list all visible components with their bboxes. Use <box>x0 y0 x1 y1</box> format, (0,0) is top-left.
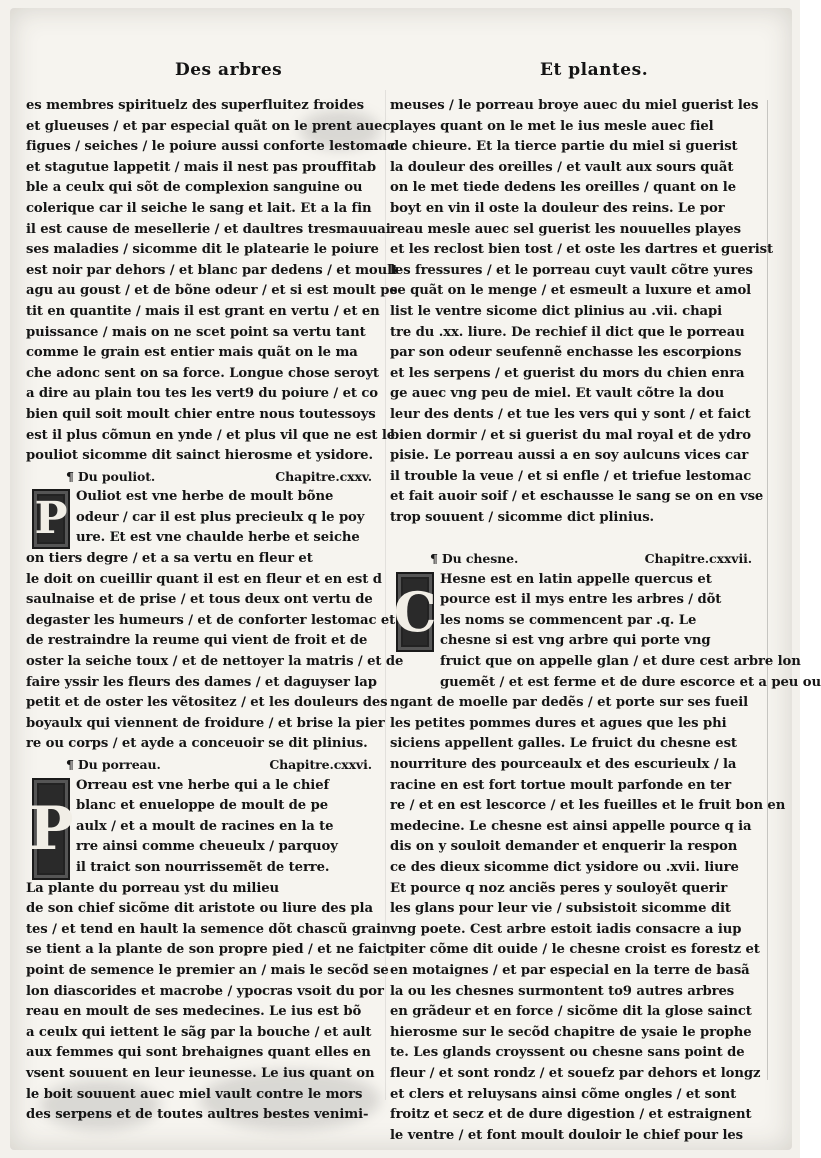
text-line: playes quant on le met le ius mesle auec fiel <box>390 118 714 134</box>
text-line: se tient a la plante de son propre pied / et ne faict <box>26 942 392 958</box>
text-line: te. Les glands croyssent ou chesne sans point de <box>390 1045 745 1061</box>
text-line: medecine. Le chesne est ainsi appelle pource q ia <box>390 818 752 834</box>
text-line: les noms se commencent par .q. Le <box>440 612 697 628</box>
text-line: on tiers degre / et a sa vertu en fleur et <box>26 551 313 567</box>
text-line: ses maladies / sicomme dit le platearie le poiure <box>26 242 379 258</box>
text-line: et les reclost bien tost / et oste les dartres et guerist <box>390 242 773 258</box>
text-line: ge auec vng peu de miel. Et vault cõtre la dou <box>390 386 725 402</box>
running-head-left: Des arbres <box>175 60 283 80</box>
text-line: ble a ceulx qui sõt de complexion sanguine ou <box>26 180 363 196</box>
pilcrow-icon: ¶ <box>430 551 438 567</box>
text-line: en motaignes / et par especial en la terre de basã <box>390 962 750 978</box>
text-line: re / et en est lescorce / et les fueilles et le fruit bon en <box>390 798 786 814</box>
text-line: fruict que on appelle glan / et dure cest arbre lon <box>440 654 801 670</box>
text-line: Orreau est vne herbe qui a le chief <box>76 777 330 793</box>
text-line: racine en est fort tortue moult parfonde en ter <box>390 777 732 793</box>
text-line: ure. Et est vne chaulde herbe et seiche <box>76 530 360 546</box>
text-line: oster la seiche toux / et de nettoyer la matris / et de <box>26 654 404 670</box>
text-line: pouliot sicomme dit sainct hierosme et ysidore. <box>26 448 373 464</box>
text-block <box>26 96 399 467</box>
text-line: siciens appellent galles. Le fruict du chesne est <box>390 736 737 752</box>
text-line: et glueuses / et par especial quãt on le prent auec <box>26 118 391 134</box>
paragraph-with-initial <box>26 776 392 1126</box>
text-line: de chieure. Et la tierce partie du miel si guerist <box>390 139 738 155</box>
text-line: hierosme sur le secõd chapitre de ysaie le prophe <box>390 1024 752 1040</box>
text-line: le ventre / et font moult douloir le chief pour les <box>390 1127 744 1143</box>
text-line: il trouble la veue / et si enfle / et triefue lestomac <box>390 468 752 484</box>
text-line: piter cõme dit ouide / le chesne croist es forestz et <box>390 942 760 958</box>
text-line: on le met tiede dedens les oreilles / quant on le <box>390 180 737 196</box>
chapter-heading <box>390 549 758 570</box>
chapter-title: Du porreau. <box>77 757 161 772</box>
text-line: che adonc sent on sa force. Longue chose seroyt <box>26 365 379 381</box>
text-line: leur des dents / et tue les vers qui y sont / et faict <box>390 406 751 422</box>
right-column <box>390 96 821 1146</box>
text-line: le boit souuent auec miel vault contre le mors <box>26 1086 363 1102</box>
text-line: puissance / mais on ne scet point sa vertu tant <box>26 324 366 340</box>
text-line: tre du .xx. liure. De rechief il dict que le porreau <box>390 324 745 340</box>
paragraph <box>26 487 404 755</box>
text-line: les fressures / et le porreau cuyt vault cõtre yures <box>390 262 753 278</box>
text-line: lon diascorides et macrobe / ypocras vsoit du por <box>26 983 384 999</box>
text-line: la ou les chesnes surmontent to9 autres arbres <box>390 983 735 999</box>
text-line: boyt en vin il oste la douleur des reins. Le por <box>390 200 725 216</box>
decorated-initial: P <box>32 489 70 549</box>
text-line: Et pource q noz anciẽs peres y souloyẽt querir <box>390 880 728 896</box>
text-line: reau mesle auec sel guerist les nouuelles playes <box>390 221 741 237</box>
left-column <box>26 96 404 1126</box>
pilcrow-icon: ¶ <box>66 757 74 772</box>
text-line: les petites pommes dures et agues que les phi <box>390 715 727 731</box>
text-line: il est cause de mesellerie / et daultres tresmauuai <box>26 221 391 237</box>
text-line: a ceulx qui iettent le sãg par la bouche / et ault <box>26 1024 372 1040</box>
chapter-number: Chapitre.cxxv. <box>275 468 372 484</box>
text-line: aulx / et a moult de racines en la te <box>76 818 334 834</box>
text-line: bien quil soit moult chier entre nous toutessoys <box>26 406 376 422</box>
text-line: fleur / et sont rondz / et souefz par dehors et longz <box>390 1065 761 1081</box>
text-line: trop souuent / sicomme dict plinius. <box>390 509 655 525</box>
text-line: et fait auoir soif / et eschausse le sang se on en vse <box>390 489 764 505</box>
text-line: faire yssir les fleurs des dames / et daguyser lap <box>26 674 377 690</box>
text-line: froitz et secz et de dure digestion / et estraignent <box>390 1107 752 1123</box>
text-block <box>390 96 773 528</box>
text-line: et clers et reluysans ainsi cõme ongles / et sont <box>390 1086 737 1102</box>
text-line: odeur / car il est plus precieulx q le poy <box>76 509 365 525</box>
chapter-title: Du chesne. <box>441 551 519 567</box>
text-line: agu au goust / et de bõne odeur / et si est moult pe <box>26 283 398 299</box>
text-line: petit et de oster les vẽtositez / et les douleurs des <box>26 695 388 711</box>
text-line: se quãt on le menge / et esmeult a luxure et amol <box>390 283 752 299</box>
text-line: re ou corps / et ayde a conceuoir se dit plinius. <box>26 736 368 752</box>
text-line: est il plus cõmun en ynde / et plus vil que ne est le <box>26 427 396 443</box>
text-line: list le ventre sicome dict plinius au .vii. chapi <box>390 303 723 319</box>
text-line: reau en moult de ses medecines. Le ius est bõ <box>26 1004 362 1020</box>
pilcrow-icon: ¶ <box>66 468 74 484</box>
text-line: des serpens et de toutes aultres bestes venimi- <box>26 1107 369 1123</box>
text-line: par son odeur seufennẽ enchasse les escorpions <box>390 345 742 361</box>
chapter-title: Du pouliot. <box>77 468 156 484</box>
decorated-initial: P <box>32 778 70 880</box>
paragraph <box>390 570 821 694</box>
text-line: vsent souuent en leur ieunesse. Le ius quant on <box>26 1065 375 1081</box>
text-line: et stagutue lappetit / mais il nest pas prouffitab <box>26 159 376 175</box>
text-line: de son chief sicõme dit aristote ou liure des pla <box>26 901 373 917</box>
text-line: il traict son nourrissemẽt de terre. <box>76 859 330 875</box>
text-line: de restraindre la reume qui vient de froit et de <box>26 633 368 649</box>
text-line: ngant de moelle par dedẽs / et porte sur ses fueil <box>390 695 749 711</box>
text-line: colerique car il seiche le sang et lait. Et a la fin <box>26 200 372 216</box>
text-line: comme le grain est entier mais quãt on le ma <box>26 345 358 361</box>
text-line: Ouliot est vne herbe de moult bõne <box>76 489 334 505</box>
text-line: guemẽt / et est ferme et de dure escorce et a peu ou <box>440 674 821 690</box>
text-line: La plante du porreau yst du milieu <box>26 880 280 896</box>
text-line: tit en quantite / mais il est grant en vertu / et en <box>26 303 380 319</box>
text-line: dis on y souloit demander et enquerir la respon <box>390 839 738 855</box>
paragraph-with-initial <box>26 487 404 755</box>
text-line: boyaulx qui viennent de froidure / et brise la pier <box>26 715 385 731</box>
text-line: est noir par dehors / et blanc par dedens / et moult <box>26 262 399 278</box>
chapter-heading <box>26 467 378 488</box>
paragraph <box>26 776 378 879</box>
text-line: degaster les humeurs / et de conforter lestomac et <box>26 612 396 628</box>
text-line: aux femmes qui sont brehaignes quant elles en <box>26 1045 371 1061</box>
text-line: le doit on cueillir quant il est en fleur et en est d <box>26 571 382 587</box>
text-line: nourriture des pourceaulx et des escurieulx / la <box>390 757 737 772</box>
paragraph <box>390 693 786 1146</box>
text-line: bien dormir / et si guerist du mal royal et de ydro <box>390 427 751 443</box>
chapter-number: Chapitre.cxxvii. <box>644 551 752 567</box>
text-line: en grãdeur et en force / sicõme dit la glose sainct <box>390 1004 752 1020</box>
text-line: vng poete. Cest arbre estoit iadis consacre a iup <box>390 921 742 937</box>
text-line: blanc et enueloppe de moult de pe <box>76 798 328 814</box>
text-line: a dire au plain tou tes les vert9 du poiure / et co <box>26 386 378 402</box>
text-line: saulnaise et de prise / et tous deux ont vertu de <box>26 592 373 608</box>
text-line: la douleur des oreilles / et vault aux sours quãt <box>390 159 734 175</box>
paragraph-with-initial <box>390 570 821 1147</box>
text-line: pisie. Le porreau aussi a en soy aulcuns vices car <box>390 448 749 464</box>
text-line: rre ainsi comme cheueulx / parquoy <box>76 839 338 855</box>
text-line: les glans pour leur vie / subsistoit sicomme dit <box>390 901 731 917</box>
text-line: ce des dieux sicomme dict ysidore ou .xvii. liure <box>390 859 739 875</box>
chapter-heading <box>26 755 378 776</box>
chapter-number: Chapitre.cxxvi. <box>269 757 372 772</box>
paragraph <box>26 879 392 1126</box>
running-head-right: Et plantes. <box>540 60 649 80</box>
text-line: figues / seiches / le poiure aussi conforte lestomac <box>26 139 395 155</box>
text-line: es membres spirituelz des superfluitez froides <box>26 98 364 113</box>
decorated-initial: C <box>396 572 434 652</box>
text-line: pource est il mys entre les arbres / dõt <box>440 592 722 608</box>
text-line: chesne si est vng arbre qui porte vng <box>440 633 711 649</box>
text-line: tes / et tend en hault la semence dõt chascũ grain <box>26 921 391 937</box>
text-line: Hesne est en latin appelle quercus et <box>440 571 712 587</box>
text-line: et les serpens / et guerist du mors du chien enra <box>390 365 745 381</box>
text-line: meuses / le porreau broye auec du miel guerist les <box>390 98 759 113</box>
text-line: point de semence le premier an / mais le secõd se <box>26 962 389 978</box>
